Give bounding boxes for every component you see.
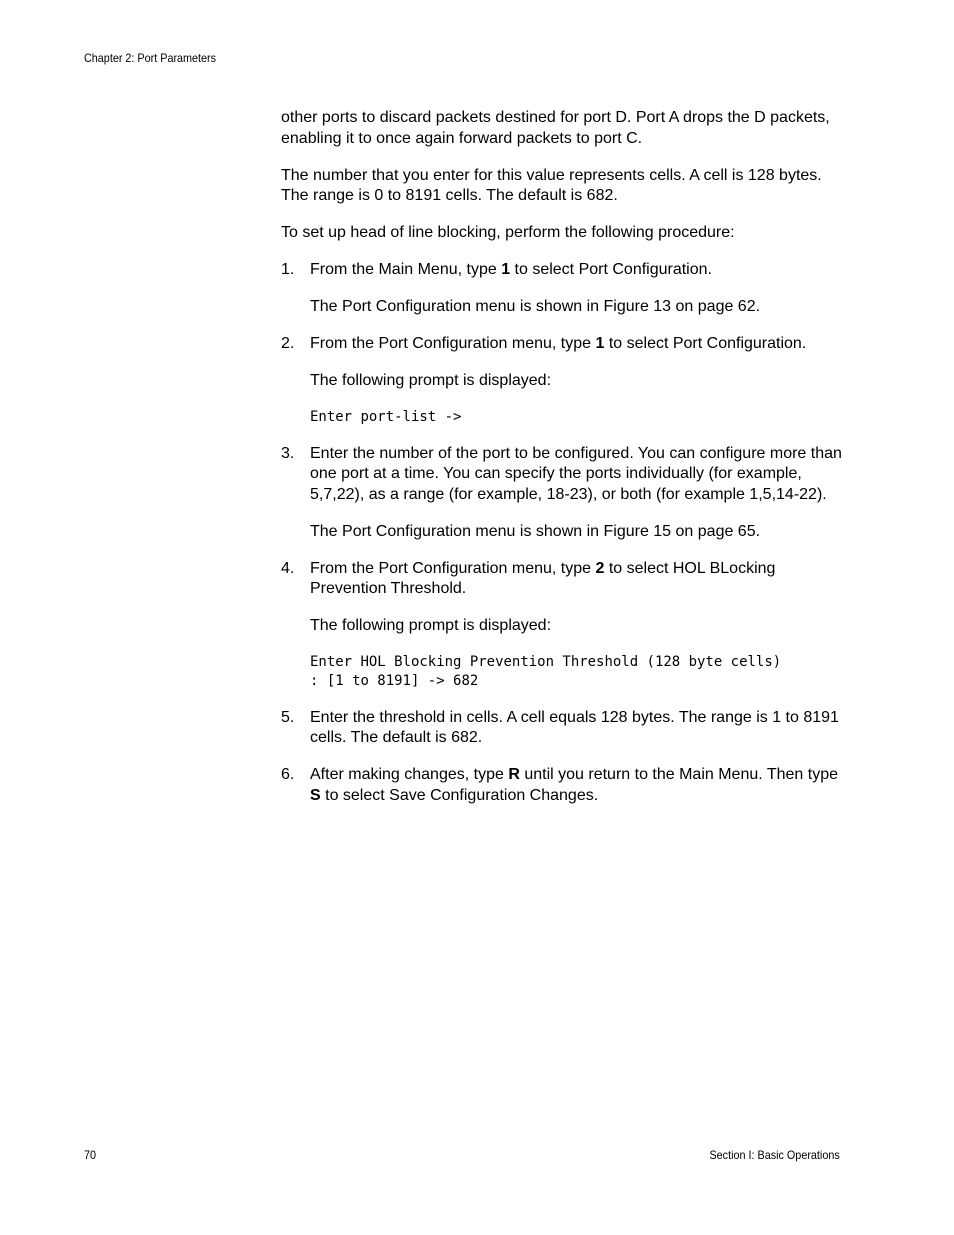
step-3-note: The Port Configuration menu is shown in Figure 15 on page 65. <box>310 522 761 540</box>
step-text: From the Port Configuration menu, type <box>310 335 596 352</box>
step-key: S <box>310 786 321 804</box>
page-number: 70 <box>84 1148 97 1162</box>
step-number: 1. <box>281 261 295 278</box>
paragraph-2: The number that you enter for this value represents cells. A cell is 128 bytes. The range is 0 to 8191 cells. The default is 682. <box>281 166 822 204</box>
step-text: to select HOL BLocking Prevention Threshold. <box>310 559 776 597</box>
step-4-prompt <box>310 653 838 691</box>
step-text: to select Port Configuration. <box>510 261 712 278</box>
step-key: 1 <box>501 261 511 278</box>
step-text: to select Port Configuration. <box>604 335 807 352</box>
step-2-note: The following prompt is displayed: <box>310 372 552 389</box>
step-text: After making changes, type <box>310 766 509 783</box>
step-number: 2. <box>281 335 295 352</box>
step-3 <box>281 444 846 506</box>
step-number: 3. <box>281 444 295 462</box>
step-1-note: The Port Configuration menu is shown in Figure 13 on page 62. <box>310 298 761 315</box>
step-2-prompt: Enter port-list -> <box>310 409 462 425</box>
step-text: until you return to the Main Menu. Then type <box>519 766 838 783</box>
step-number: 6. <box>281 766 295 783</box>
prompt-line: : [1 to 8191] -> 682 <box>310 673 479 689</box>
step-text: to select Save Configuration Changes. <box>320 786 599 804</box>
step-text: Enter the number of the port to be configured. You can configure more than one port at a time. You can specify the ports individually (for example, 5,7,22), as a range (for example, 18-23), or both (for example 1,5,14-22). <box>310 444 842 503</box>
paragraph-intro: To set up head of line blocking, perform the following procedure: <box>281 224 735 241</box>
step-text: From the Main Menu, type <box>310 261 502 278</box>
step-key: R <box>508 766 520 783</box>
step-2 <box>281 334 846 355</box>
step-6 <box>281 765 846 806</box>
step-4-note: The following prompt is displayed: <box>310 617 552 634</box>
prompt-line: Enter HOL Blocking Prevention Threshold (128 byte cells) <box>310 654 782 670</box>
step-key: 2 <box>595 559 605 577</box>
step-1 <box>281 260 846 281</box>
step-number: 5. <box>281 708 295 726</box>
step-5 <box>281 708 846 749</box>
step-number: 4. <box>281 559 295 577</box>
step-4 <box>281 559 846 600</box>
section-title: Section I: Basic Operations <box>709 1148 840 1162</box>
page-body <box>281 108 846 823</box>
step-text: Enter the threshold in cells. A cell equals 128 bytes. The range is 1 to 8191 cells. The default is 682. <box>310 708 839 746</box>
step-text: From the Port Configuration menu, type <box>310 559 596 577</box>
running-header: Chapter 2: Port Parameters <box>84 51 217 65</box>
paragraph-1: other ports to discard packets destined for port D. Port A drops the D packets, enabling it to once again forward packets to port C. <box>281 109 830 147</box>
step-key: 1 <box>595 335 605 352</box>
